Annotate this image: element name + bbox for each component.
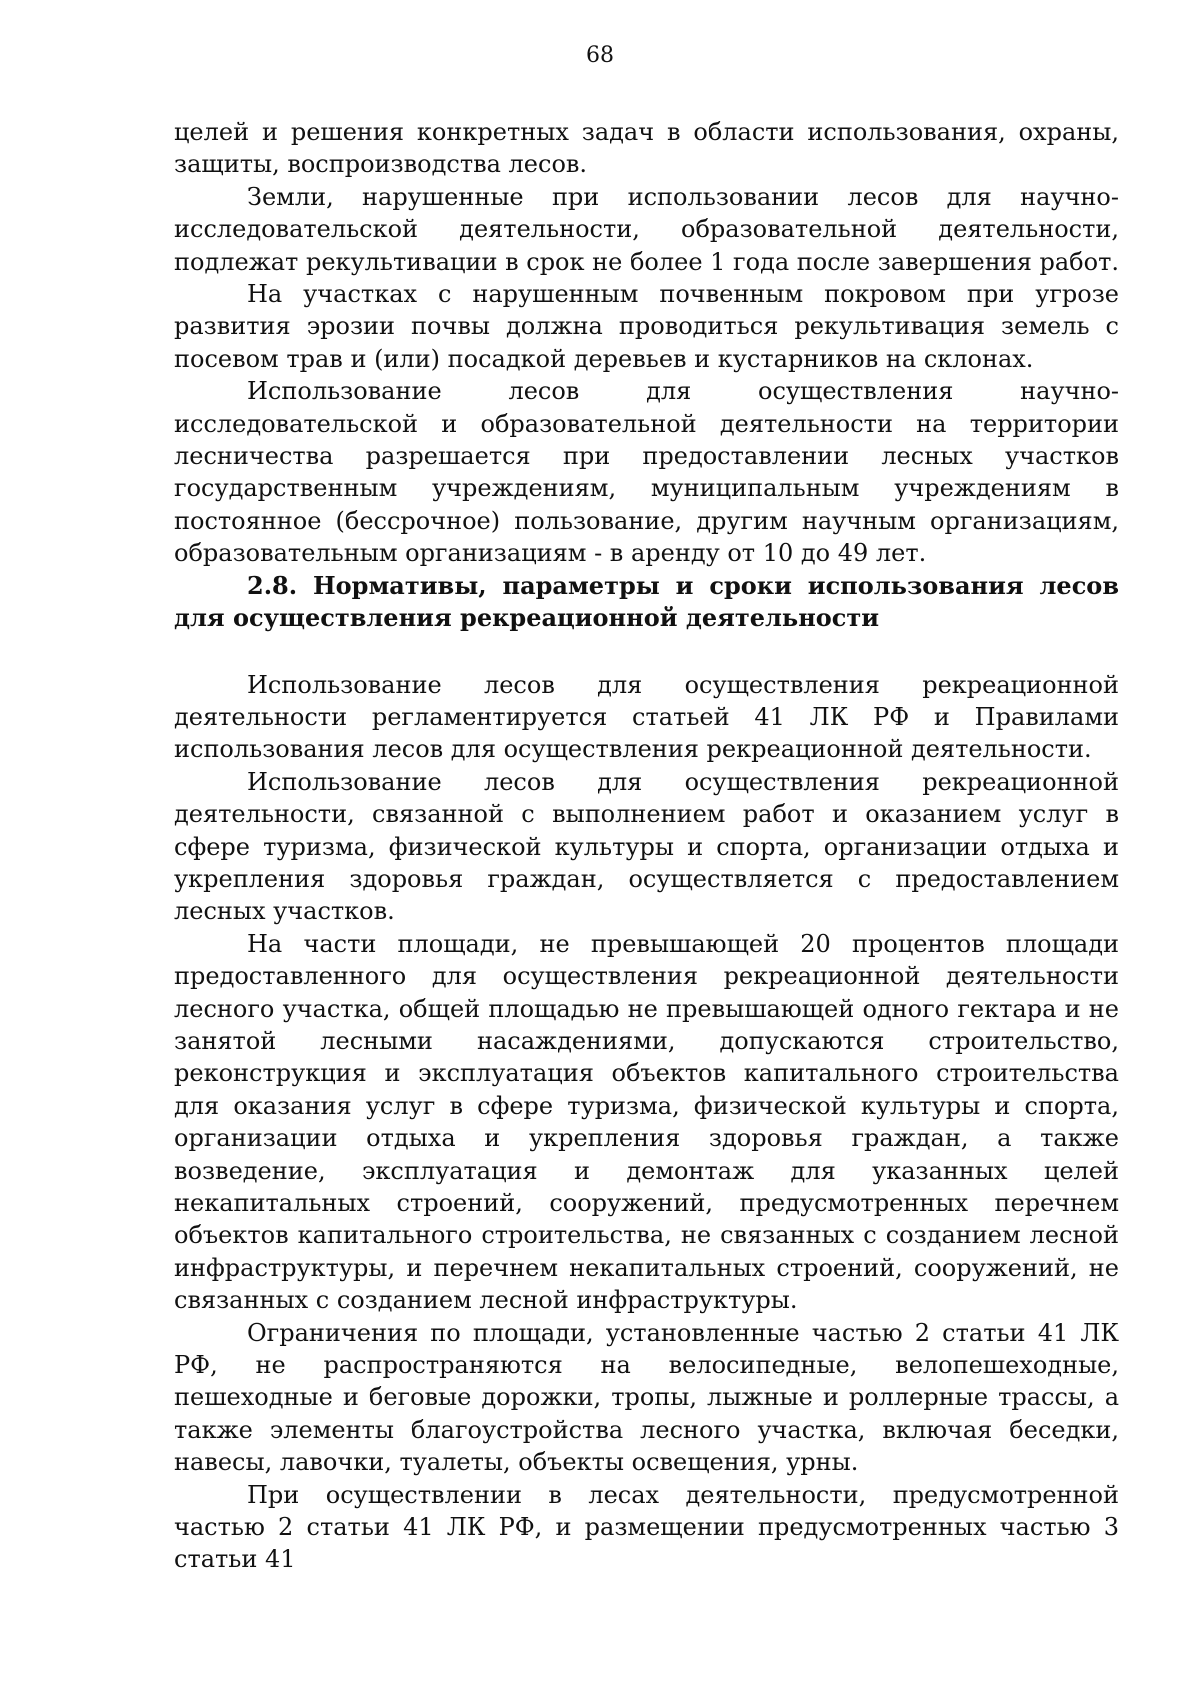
paragraph: На участках с нарушенным почвенным покровом при угрозе развития эрозии почвы должна проводиться рекультивация земель с посевом трав и (или) посадкой деревьев и кустарников на склонах.: [174, 280, 1119, 373]
paragraph: Использование лесов для осуществления научно-исследовательской и образовательной деятельности на территории лесничества разрешается при предоставлении лесных участков государственным учреждениям, муниципальным учреждениям в постоянное (бессрочное) пользование, другим научным организациям, образовательным организациям - в аренду от 10 до 49 лет.: [174, 377, 1119, 568]
paragraph: целей и решения конкретных задач в области использования, охраны, защиты, воспроизводства лесов.: [174, 118, 1119, 179]
paragraph: На части площади, не превышающей 20 процентов площади предоставленного для осуществления рекреационной деятельности лесного участка, общей площадью не превышающей одного гектара и не занятой лесными насаждениями, допускаются строительство, реконструкция и эксплуатация объектов капитального строительства для оказания услуг в сфере туризма, физической культуры и спорта, организации отдыха и укрепления здоровья граждан, а также возведение, эксплуатация и демонтаж для указанных целей некапитальных строений, сооружений, предусмотренных перечнем объектов капитального строительства, не связанных с созданием лесной инфраструктуры, и перечнем некапитальных строений, сооружений, не связанных с созданием лесной инфраструктуры.: [174, 929, 1119, 1315]
paragraph: Ограничения по площади, установленные частью 2 статьи 41 ЛК РФ, не распространяются на велосипедные, велопешеходные, пешеходные и беговые дорожки, тропы, лыжные и роллерные трассы, а также элементы благоустройства лесного участка, включая беседки, навесы, лавочки, туалеты, объекты освещения, урны.: [174, 1318, 1119, 1477]
page-number: 68: [586, 43, 614, 68]
document-body: [174, 116, 1119, 1576]
paragraph: Земли, нарушенные при использовании лесов для научно-исследовательской деятельности, образовательной деятельности, подлежат рекультивации в срок не более 1 года после завершения работ.: [174, 182, 1119, 276]
paragraph: Использование лесов для осуществления рекреационной деятельности регламентируется статьей 41 ЛК РФ и Правилами использования лесов для осуществления рекреационной деятельности.: [174, 670, 1119, 764]
paragraph: Использование лесов для осуществления рекреационной деятельности, связанной с выполнением работ и оказанием услуг в сфере туризма, физической культуры и спорта, организации отдыха и укрепления здоровья граждан, осуществляется с предоставлением лесных участков.: [174, 767, 1119, 926]
heading-spacer: [174, 635, 1119, 669]
paragraph: При осуществлении в лесах деятельности, предусмотренной частью 2 статьи 41 ЛК РФ, и размещении предусмотренных частью 3 статьи 41: [174, 1480, 1119, 1574]
section-heading: 2.8. Нормативы, параметры и сроки использования лесов для осуществления рекреационной деятельности: [174, 570, 1119, 633]
